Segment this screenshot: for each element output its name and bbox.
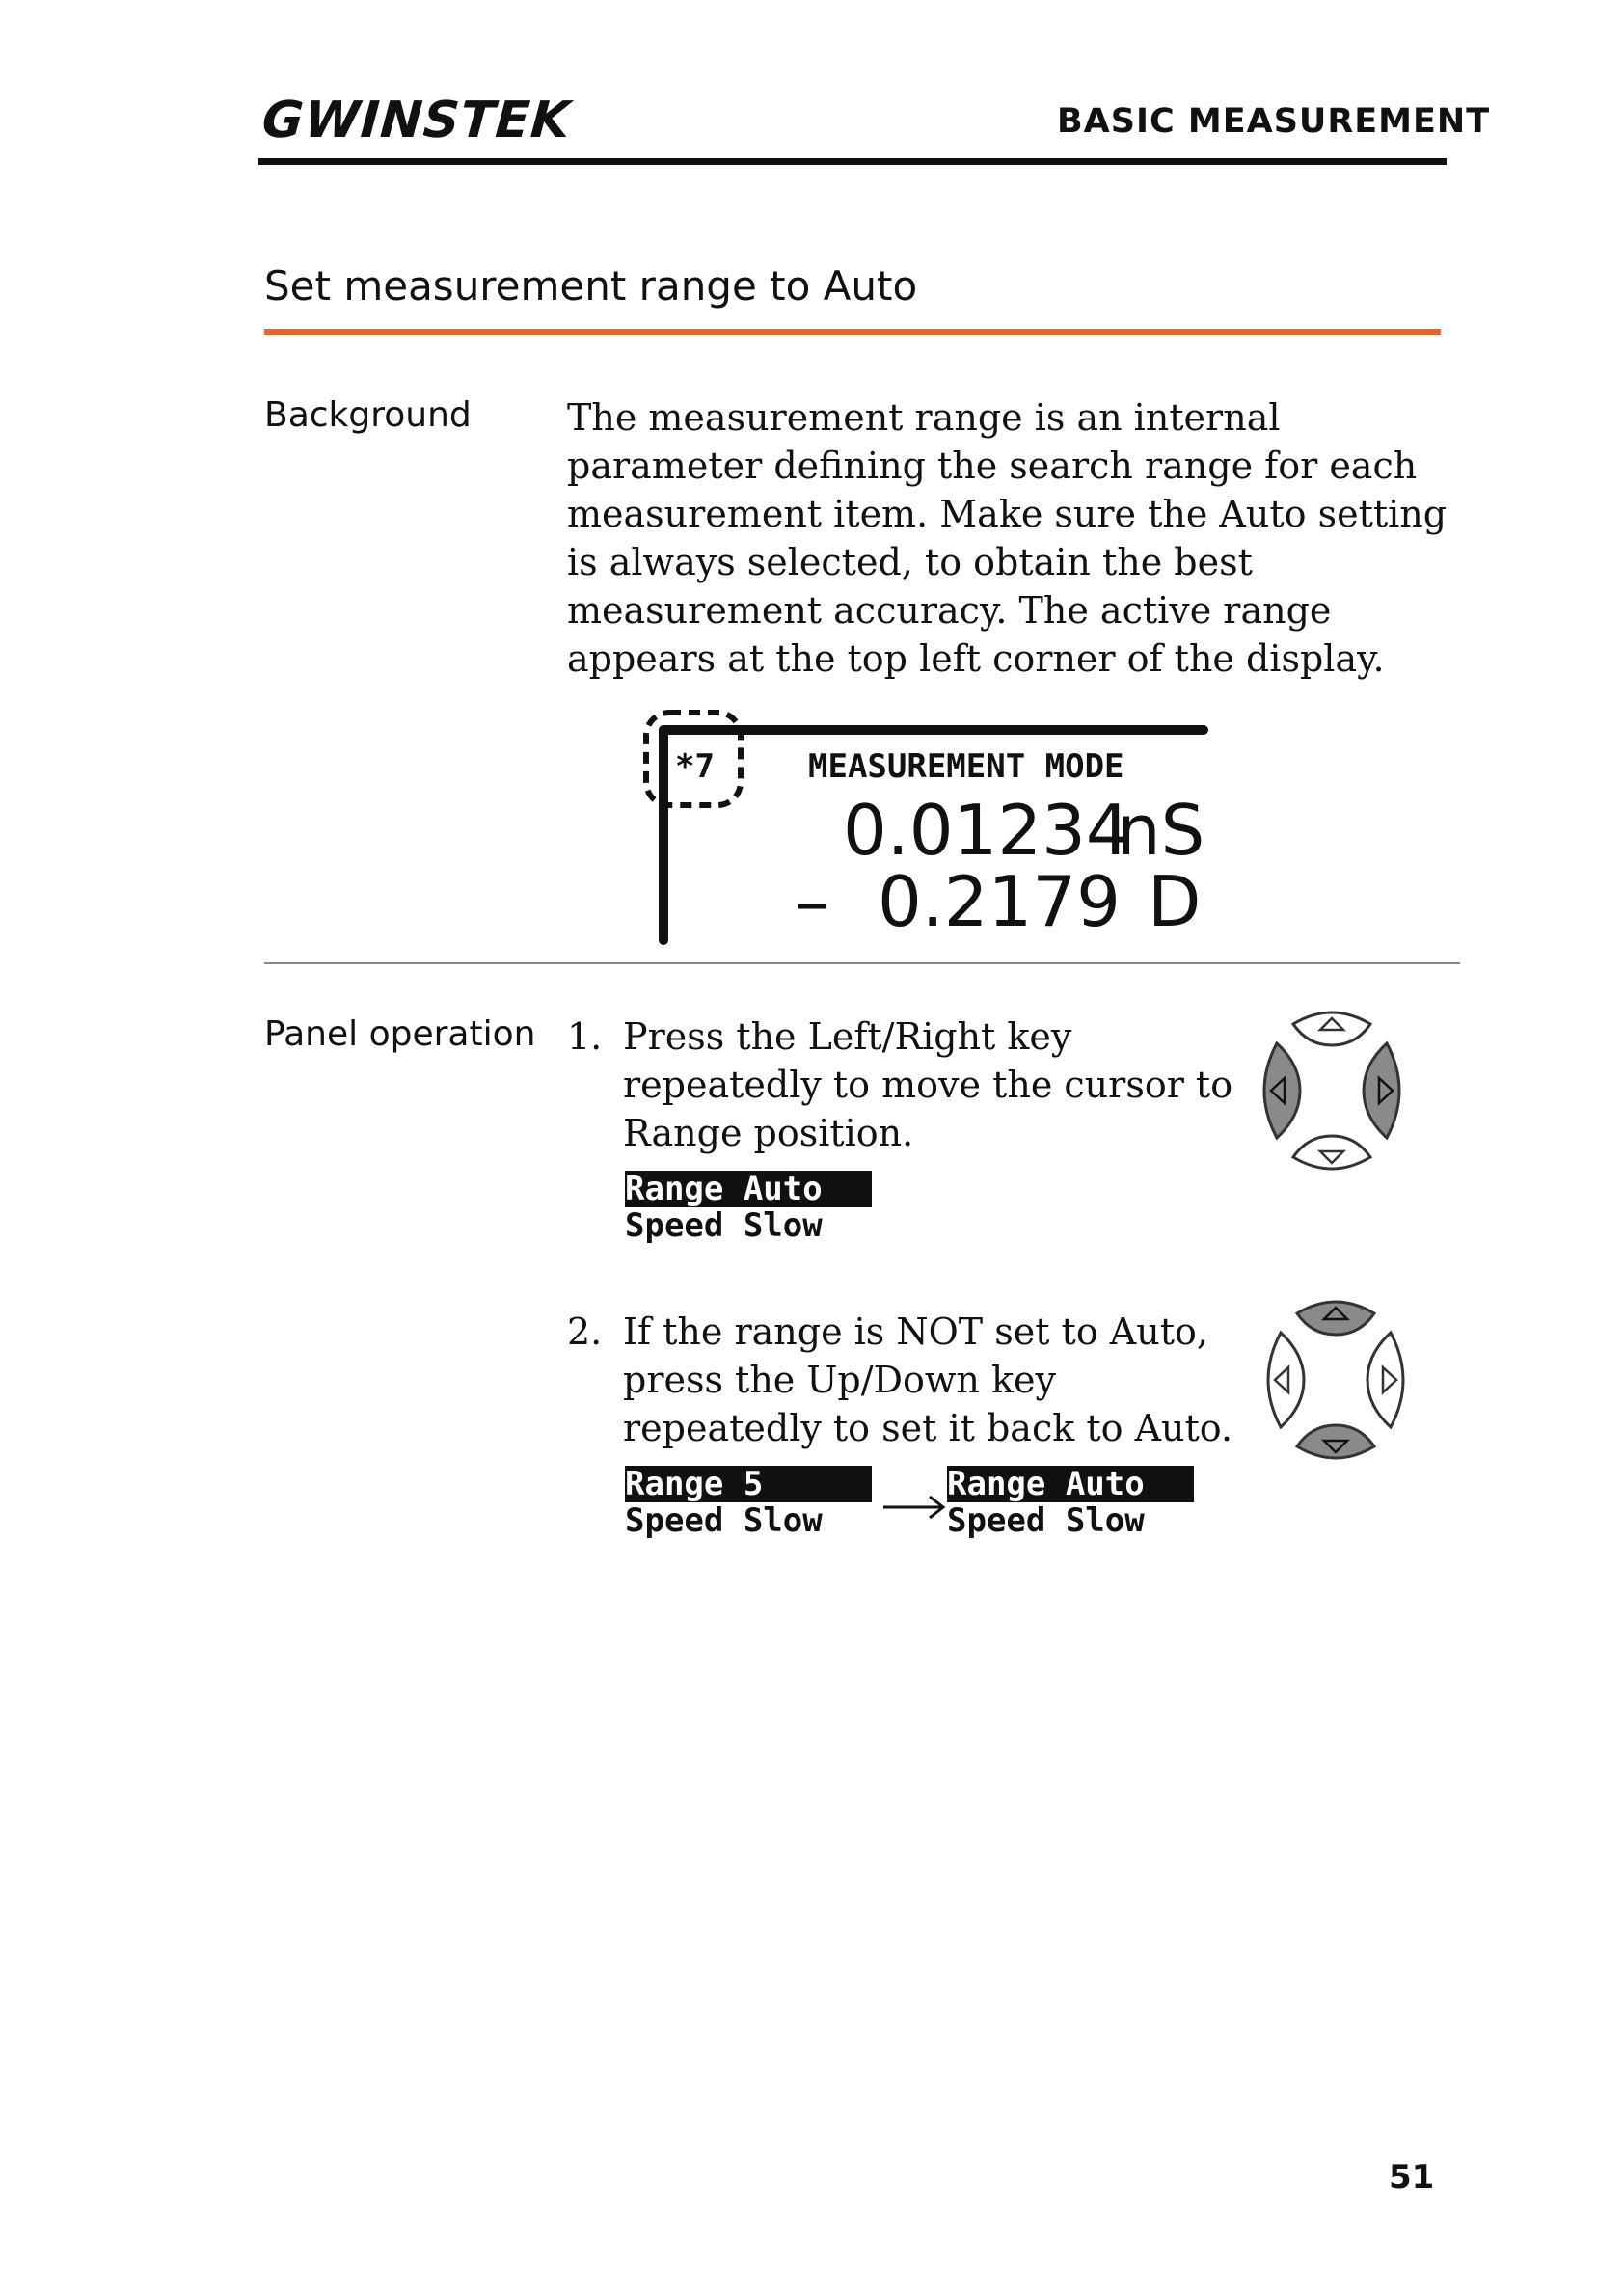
step-2-before-screen bbox=[625, 1466, 872, 1539]
step-2-number: 2. bbox=[567, 1310, 603, 1353]
lcd-display-illustration bbox=[640, 709, 1219, 950]
secondary-value: 0.2179 bbox=[878, 861, 1121, 942]
step-1-number: 1. bbox=[567, 1015, 603, 1058]
background-text: The measurement range is an internal parameter defining the search range for each measurement item. Make sure the Auto setting is always selected, to obtain the best measurement accuracy. The active range appears at the top left corner of the display. bbox=[567, 396, 1448, 680]
background-label: Background bbox=[264, 395, 472, 435]
step-2-text: If the range is NOT set to Auto, press the Up/Down key repeatedly to set it back to Auto. bbox=[623, 1310, 1233, 1449]
step-1-screen bbox=[625, 1171, 872, 1244]
arrow-keypad-up-down-icon bbox=[1254, 1294, 1418, 1466]
measurement-mode-label: MEASUREMENT MODE bbox=[808, 747, 1124, 786]
primary-unit: nS bbox=[1117, 790, 1205, 871]
step-2-after-range-line: Range Auto bbox=[947, 1466, 1194, 1502]
secondary-unit: D bbox=[1148, 861, 1202, 942]
header-rule bbox=[258, 158, 1447, 165]
range-indicator: *7 bbox=[675, 747, 715, 786]
step-2-before-range-line: Range 5 bbox=[625, 1466, 872, 1502]
panel-operation-label: Panel operation bbox=[264, 1014, 536, 1054]
primary-value: 0.01234 bbox=[843, 790, 1130, 871]
title-underline bbox=[264, 329, 1441, 335]
section-divider bbox=[264, 962, 1460, 964]
page-title: Set measurement range to Auto bbox=[264, 262, 918, 310]
arrow-keypad-left-right-icon bbox=[1250, 1005, 1414, 1176]
step-1-range-line: Range Auto bbox=[625, 1171, 872, 1207]
brand-logo: GWINSTEK bbox=[259, 92, 573, 149]
step-1-text: Press the Left/Right key repeatedly to move the cursor to Range position. bbox=[623, 1015, 1233, 1154]
step-2-before-speed-line: Speed Slow bbox=[625, 1501, 823, 1540]
section-heading: BASIC MEASUREMENT bbox=[1057, 102, 1491, 141]
secondary-sign: – bbox=[795, 861, 829, 942]
step-2-after-screen bbox=[947, 1466, 1194, 1539]
step-1-speed-line: Speed Slow bbox=[625, 1206, 823, 1245]
page-number: 51 bbox=[1389, 2158, 1435, 2197]
step-2-after-speed-line: Speed Slow bbox=[947, 1501, 1145, 1540]
right-arrow-icon bbox=[881, 1491, 949, 1520]
